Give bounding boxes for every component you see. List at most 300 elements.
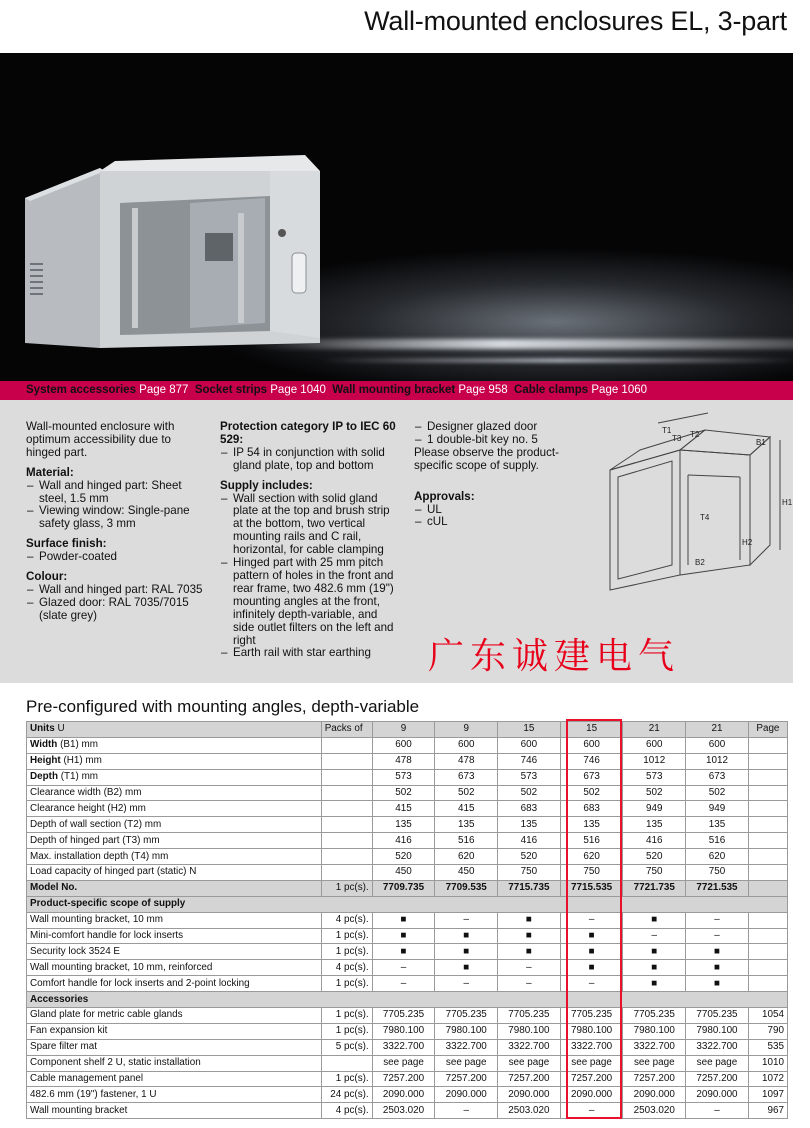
table-row <box>27 769 788 785</box>
row-label-text: Depth of wall section <box>30 818 122 830</box>
model-number: 7721.535 <box>686 880 749 896</box>
value-cell: 502 <box>372 785 435 801</box>
page-cell <box>748 865 787 881</box>
part-number: – <box>560 1103 623 1119</box>
value-cell: 135 <box>498 817 561 833</box>
part-number: 7257.200 <box>623 1071 686 1087</box>
table-row <box>27 817 788 833</box>
accessories-header-row <box>27 992 788 1008</box>
part-number: – <box>435 1103 498 1119</box>
row-label-text: Clearance height <box>30 802 105 814</box>
row-unit: (H2) mm <box>107 802 146 814</box>
row-label: Component shelf 2 U, static installation <box>27 1055 322 1071</box>
row-label <box>27 833 322 849</box>
scope-mark: – <box>560 912 623 928</box>
description-col-3 <box>414 421 579 529</box>
units-value: 15 <box>560 722 623 738</box>
row-label: Wall mounting bracket, 10 mm, reinforced <box>27 960 322 976</box>
scope-mark: ■ <box>560 944 623 960</box>
page-ref: Page 877 <box>139 384 189 396</box>
packs-cell: 1 pc(s). <box>321 976 372 992</box>
value-cell: 573 <box>372 769 435 785</box>
scope-mark: ■ <box>498 944 561 960</box>
value-cell: 502 <box>560 785 623 801</box>
units-value: 9 <box>435 722 498 738</box>
approvals-heading: Approvals: <box>414 489 475 503</box>
model-number: 7715.535 <box>560 880 623 896</box>
diagram-label: H1 <box>782 498 793 507</box>
page-cell <box>748 753 787 769</box>
page-ref: 1072 <box>748 1071 787 1087</box>
row-label <box>27 817 322 833</box>
value-cell: 450 <box>372 865 435 881</box>
packs-cell <box>321 801 372 817</box>
value-cell: 620 <box>560 849 623 865</box>
page-cell <box>748 849 787 865</box>
value-cell: 516 <box>560 833 623 849</box>
value-cell: 673 <box>435 769 498 785</box>
part-number: 2503.020 <box>372 1103 435 1119</box>
packs-cell <box>321 833 372 849</box>
value-cell: 415 <box>372 801 435 817</box>
part-number: 2090.000 <box>435 1087 498 1103</box>
table-header-row <box>27 722 788 738</box>
value-cell: 673 <box>560 769 623 785</box>
value-cell: 746 <box>498 753 561 769</box>
part-number: see page <box>686 1055 749 1071</box>
row-label-text: Depth of hinged part <box>30 834 120 846</box>
scope-mark: ■ <box>560 960 623 976</box>
table-row <box>27 976 788 992</box>
part-number: 2090.000 <box>560 1087 623 1103</box>
part-number: 2503.020 <box>498 1103 561 1119</box>
scope-mark: – <box>686 928 749 944</box>
value-cell: 415 <box>435 801 498 817</box>
packs-cell: 1 pc(s). <box>321 1071 372 1087</box>
scope-mark: ■ <box>623 912 686 928</box>
page-cell <box>748 976 787 992</box>
part-number: 3322.700 <box>623 1039 686 1055</box>
table-row <box>27 785 788 801</box>
spec-table <box>26 721 788 1119</box>
value-cell: 746 <box>560 753 623 769</box>
page-cell <box>748 944 787 960</box>
scope-mark: ■ <box>560 928 623 944</box>
scope-mark: – <box>435 976 498 992</box>
units-unit: U <box>57 723 65 735</box>
value-cell: 600 <box>686 737 749 753</box>
accessory-link-clamps[interactable]: Cable clamps <box>514 384 589 396</box>
page-cell <box>748 833 787 849</box>
value-cell: 135 <box>372 817 435 833</box>
scope-mark: – <box>498 976 561 992</box>
part-number: 2090.000 <box>623 1087 686 1103</box>
part-number: 7980.100 <box>372 1023 435 1039</box>
product-photo <box>0 53 793 381</box>
scope-header-row <box>27 896 788 912</box>
packs-cell: 1 pc(s). <box>321 928 372 944</box>
table-row <box>27 1071 788 1087</box>
scope-mark: ■ <box>372 944 435 960</box>
units-value: 9 <box>372 722 435 738</box>
protection-heading: Protection category IP to IEC 60 529: <box>220 420 396 446</box>
value-cell: 750 <box>623 865 686 881</box>
part-number: 7705.235 <box>623 1008 686 1024</box>
page-cell <box>748 817 787 833</box>
approval-item: – cUL <box>414 516 579 529</box>
material-item: – Wall and hinged part: Sheet steel, 1.5 mm <box>26 480 206 506</box>
diagram-label: T1 <box>662 426 672 435</box>
description-col-1 <box>26 421 206 623</box>
row-unit: (T1) mm <box>60 771 99 783</box>
table-row <box>27 1008 788 1024</box>
scope-mark: ■ <box>623 944 686 960</box>
page-ref: Page 958 <box>458 384 508 396</box>
scope-mark: – <box>560 976 623 992</box>
value-cell: 673 <box>686 769 749 785</box>
value-cell: 600 <box>435 737 498 753</box>
packs-cell: 24 pc(s). <box>321 1087 372 1103</box>
row-label: Mini-comfort handle for lock inserts <box>27 928 322 944</box>
table-row <box>27 801 788 817</box>
packs-header: Packs of <box>321 722 372 738</box>
part-number: 7705.235 <box>498 1008 561 1024</box>
value-cell: 135 <box>560 817 623 833</box>
page-header: Page <box>748 722 787 738</box>
value-cell: 949 <box>623 801 686 817</box>
extra-item: – 1 double-bit key no. 5 <box>414 434 579 447</box>
value-cell: 600 <box>623 737 686 753</box>
value-cell: 416 <box>623 833 686 849</box>
value-cell: 683 <box>498 801 561 817</box>
scope-mark: – <box>372 976 435 992</box>
page-ref: Page 1040 <box>270 384 326 396</box>
part-number: 7257.200 <box>498 1071 561 1087</box>
table-row <box>27 1039 788 1055</box>
scope-mark: ■ <box>372 912 435 928</box>
value-cell: 135 <box>686 817 749 833</box>
model-number: 7709.535 <box>435 880 498 896</box>
scope-mark: ■ <box>686 944 749 960</box>
protection-item: – IP 54 in conjunction with solid gland plate, top and bottom <box>220 447 400 473</box>
part-number: 7705.235 <box>686 1008 749 1024</box>
part-number: 3322.700 <box>435 1039 498 1055</box>
packs-cell: 5 pc(s). <box>321 1039 372 1055</box>
dimension-drawing <box>600 415 793 595</box>
scope-mark: ■ <box>372 928 435 944</box>
colour-item: – Glazed door: RAL 7035/7015 (slate grey) <box>26 597 206 623</box>
part-number: 7980.100 <box>686 1023 749 1039</box>
part-number: 7705.235 <box>372 1008 435 1024</box>
part-number: see page <box>623 1055 686 1071</box>
value-cell: 750 <box>560 865 623 881</box>
row-label: Fan expansion kit <box>27 1023 322 1039</box>
scope-mark: – <box>372 960 435 976</box>
row-label-text: Height <box>30 755 61 767</box>
page-cell <box>748 928 787 944</box>
row-unit: (H1) mm <box>63 755 102 767</box>
row-label <box>27 849 322 865</box>
scope-mark: ■ <box>435 928 498 944</box>
scope-mark: ■ <box>623 960 686 976</box>
page-title: Wall-mounted enclosures EL, 3-part <box>364 6 787 36</box>
scope-mark: ■ <box>686 976 749 992</box>
row-label: Wall mounting bracket, 10 mm <box>27 912 322 928</box>
packs-cell: 1 pc(s). <box>321 1023 372 1039</box>
value-cell: 520 <box>498 849 561 865</box>
value-cell: 450 <box>435 865 498 881</box>
row-unit: (T3) mm <box>122 834 160 846</box>
scope-mark: ■ <box>498 912 561 928</box>
table-row <box>27 912 788 928</box>
scope-mark: – <box>686 912 749 928</box>
part-number: 2503.020 <box>623 1103 686 1119</box>
model-number: 7721.735 <box>623 880 686 896</box>
supply-item: – Earth rail with star earthing <box>220 647 400 660</box>
table-row <box>27 944 788 960</box>
row-label: Cable management panel <box>27 1071 322 1087</box>
units-value: 15 <box>498 722 561 738</box>
page-ref: 1097 <box>748 1087 787 1103</box>
part-number: 2090.000 <box>372 1087 435 1103</box>
scope-mark: ■ <box>686 960 749 976</box>
page-cell <box>748 737 787 753</box>
accessories-bar <box>0 381 793 400</box>
row-unit: (B2) mm <box>103 787 142 798</box>
header-label <box>27 722 322 738</box>
value-cell: 600 <box>372 737 435 753</box>
value-cell: 416 <box>372 833 435 849</box>
row-label <box>27 785 322 801</box>
table-row <box>27 849 788 865</box>
description-col-2 <box>220 421 400 660</box>
page-ref: 535 <box>748 1039 787 1055</box>
accessory-link-socket[interactable]: Socket strips <box>194 384 268 396</box>
table-row <box>27 960 788 976</box>
scope-mark: ■ <box>498 928 561 944</box>
approval-item: – UL <box>414 504 579 517</box>
value-cell: 620 <box>435 849 498 865</box>
diagram-label: B1 <box>756 438 766 447</box>
row-label: Wall mounting bracket <box>27 1103 322 1119</box>
scope-mark: – <box>623 928 686 944</box>
row-unit: (B1) mm <box>60 739 98 751</box>
row-label-text: Clearance width <box>30 787 101 798</box>
part-number: see page <box>372 1055 435 1071</box>
table-row <box>27 928 788 944</box>
value-cell: 620 <box>686 849 749 865</box>
diagram-label: T4 <box>700 513 710 522</box>
diagram-label: T3 <box>672 434 682 443</box>
value-cell: 135 <box>623 817 686 833</box>
table-row <box>27 753 788 769</box>
value-cell: 502 <box>435 785 498 801</box>
part-number: 3322.700 <box>686 1039 749 1055</box>
part-number: see page <box>435 1055 498 1071</box>
model-number: 7709.735 <box>372 880 435 896</box>
page-cell <box>748 801 787 817</box>
value-cell: 502 <box>686 785 749 801</box>
part-number: see page <box>498 1055 561 1071</box>
row-label-text: Load capacity of hinged part (static) <box>30 866 187 878</box>
row-label <box>27 865 322 881</box>
scope-mark: ■ <box>435 960 498 976</box>
table-row <box>27 833 788 849</box>
part-number: 2090.000 <box>686 1087 749 1103</box>
part-number: 7980.100 <box>560 1023 623 1039</box>
part-number: 3322.700 <box>372 1039 435 1055</box>
row-label: 482.6 mm (19") fastener, 1 U <box>27 1087 322 1103</box>
value-cell: 416 <box>498 833 561 849</box>
row-label: Security lock 3524 E <box>27 944 322 960</box>
value-cell: 135 <box>435 817 498 833</box>
packs-cell: 1 pc(s). <box>321 880 372 896</box>
model-label <box>27 880 322 896</box>
accessory-link-system[interactable]: System accessories <box>26 384 136 396</box>
page-ref: Page 1060 <box>591 384 648 396</box>
part-number: 7257.200 <box>560 1071 623 1087</box>
table-row <box>27 1023 788 1039</box>
value-cell: 600 <box>560 737 623 753</box>
table-row <box>27 737 788 753</box>
part-number: 7705.235 <box>560 1008 623 1024</box>
page-cell <box>748 960 787 976</box>
packs-cell <box>321 753 372 769</box>
row-label-text: Width <box>30 739 58 751</box>
units-value: 21 <box>686 722 749 738</box>
row-label <box>27 769 322 785</box>
row-label-text: Max. installation depth <box>30 850 129 862</box>
value-cell: 516 <box>435 833 498 849</box>
page-ref: 1054 <box>748 1008 787 1024</box>
scope-note: Please observe the product-specific scope of supply. <box>414 445 560 472</box>
value-cell: 520 <box>372 849 435 865</box>
packs-cell <box>321 737 372 753</box>
part-number: see page <box>560 1055 623 1071</box>
surface-item: – Powder-coated <box>26 551 206 564</box>
part-number: 7257.200 <box>686 1071 749 1087</box>
scope-mark: ■ <box>623 976 686 992</box>
supply-item: – Hinged part with 25 mm pitch pattern of holes in the front and rear frame, two 482.6 mm (19") mounting angles at the front, infinitely depth-variable, and side outlet filters on the left and right <box>220 557 400 647</box>
part-number: 7257.200 <box>372 1071 435 1087</box>
packs-cell: 4 pc(s). <box>321 912 372 928</box>
colour-heading: Colour: <box>26 570 68 584</box>
value-cell: 502 <box>498 785 561 801</box>
page-ref: 790 <box>748 1023 787 1039</box>
value-cell: 750 <box>498 865 561 881</box>
page-ref: 1010 <box>748 1055 787 1071</box>
page-cell <box>748 769 787 785</box>
row-unit: N <box>189 866 197 878</box>
table-row <box>27 865 788 881</box>
supply-heading: Supply includes: <box>220 478 313 492</box>
value-cell: 478 <box>372 753 435 769</box>
packs-cell: 4 pc(s). <box>321 1103 372 1119</box>
row-label <box>27 737 322 753</box>
packs-cell <box>321 849 372 865</box>
accessories-title: Accessories <box>27 992 788 1008</box>
row-label <box>27 753 322 769</box>
row-label: Gland plate for metric cable glands <box>27 1008 322 1024</box>
part-number: – <box>686 1103 749 1119</box>
value-cell: 1012 <box>623 753 686 769</box>
packs-cell: 1 pc(s). <box>321 1008 372 1024</box>
colour-item: – Wall and hinged part: RAL 7035 <box>26 584 206 597</box>
row-label-text: Depth <box>30 771 58 783</box>
packs-cell: 4 pc(s). <box>321 960 372 976</box>
value-cell: 573 <box>623 769 686 785</box>
row-unit: (T4) mm <box>131 850 169 862</box>
table-title: Pre-configured with mounting angles, depth-variable <box>26 697 420 716</box>
surface-heading: Surface finish: <box>26 537 107 551</box>
part-number: 2090.000 <box>498 1087 561 1103</box>
value-cell: 949 <box>686 801 749 817</box>
part-number: 3322.700 <box>498 1039 561 1055</box>
part-number: 3322.700 <box>560 1039 623 1055</box>
model-row <box>27 880 788 896</box>
value-cell: 502 <box>623 785 686 801</box>
value-cell: 478 <box>435 753 498 769</box>
value-cell: 600 <box>498 737 561 753</box>
packs-cell <box>321 865 372 881</box>
supply-item: – Wall section with solid gland plate at the top and brush strip at the bottom, two vertical mounting rails and C rail, horizontal, for cable clamping <box>220 493 400 558</box>
page-cell <box>748 912 787 928</box>
scope-mark: ■ <box>435 944 498 960</box>
value-cell: 520 <box>623 849 686 865</box>
diagram-label: T2 <box>690 430 700 439</box>
scope-mark: – <box>498 960 561 976</box>
packs-cell <box>321 769 372 785</box>
table-row <box>27 1055 788 1071</box>
packs-cell <box>321 785 372 801</box>
material-item: – Viewing window: Single-pane safety glass, 3 mm <box>26 505 206 531</box>
model-label-text: Model No. <box>30 882 78 894</box>
packs-cell <box>321 817 372 833</box>
page-cell <box>748 785 787 801</box>
value-cell: 516 <box>686 833 749 849</box>
material-heading: Material: <box>26 465 74 479</box>
packs-cell <box>321 1055 372 1071</box>
page-cell <box>748 880 787 896</box>
units-value: 21 <box>623 722 686 738</box>
value-cell: 573 <box>498 769 561 785</box>
intro-text: Wall-mounted enclosure with optimum accessibility due to hinged part. <box>26 420 175 459</box>
row-label: Comfort handle for lock inserts and 2-point locking <box>27 976 322 992</box>
part-number: 7980.100 <box>435 1023 498 1039</box>
table-row <box>27 1103 788 1119</box>
page-ref: 967 <box>748 1103 787 1119</box>
units-label: Units <box>30 723 55 735</box>
stamp-text: 广东诚建电气 <box>428 636 681 677</box>
accessory-link-bracket[interactable]: Wall mounting bracket <box>332 384 456 396</box>
part-number: 7980.100 <box>623 1023 686 1039</box>
scope-mark: – <box>435 912 498 928</box>
part-number: 7705.235 <box>435 1008 498 1024</box>
table-row <box>27 1087 788 1103</box>
row-label: Spare filter mat <box>27 1039 322 1055</box>
packs-cell: 1 pc(s). <box>321 944 372 960</box>
value-cell: 683 <box>560 801 623 817</box>
extra-item: – Designer glazed door <box>414 421 579 434</box>
diagram-label: H2 <box>742 538 753 547</box>
part-number: 7257.200 <box>435 1071 498 1087</box>
scope-title: Product-specific scope of supply <box>27 896 788 912</box>
diagram-label: B2 <box>695 558 705 567</box>
model-number: 7715.735 <box>498 880 561 896</box>
value-cell: 750 <box>686 865 749 881</box>
row-unit: (T2) mm <box>123 818 162 830</box>
part-number: 7980.100 <box>498 1023 561 1039</box>
